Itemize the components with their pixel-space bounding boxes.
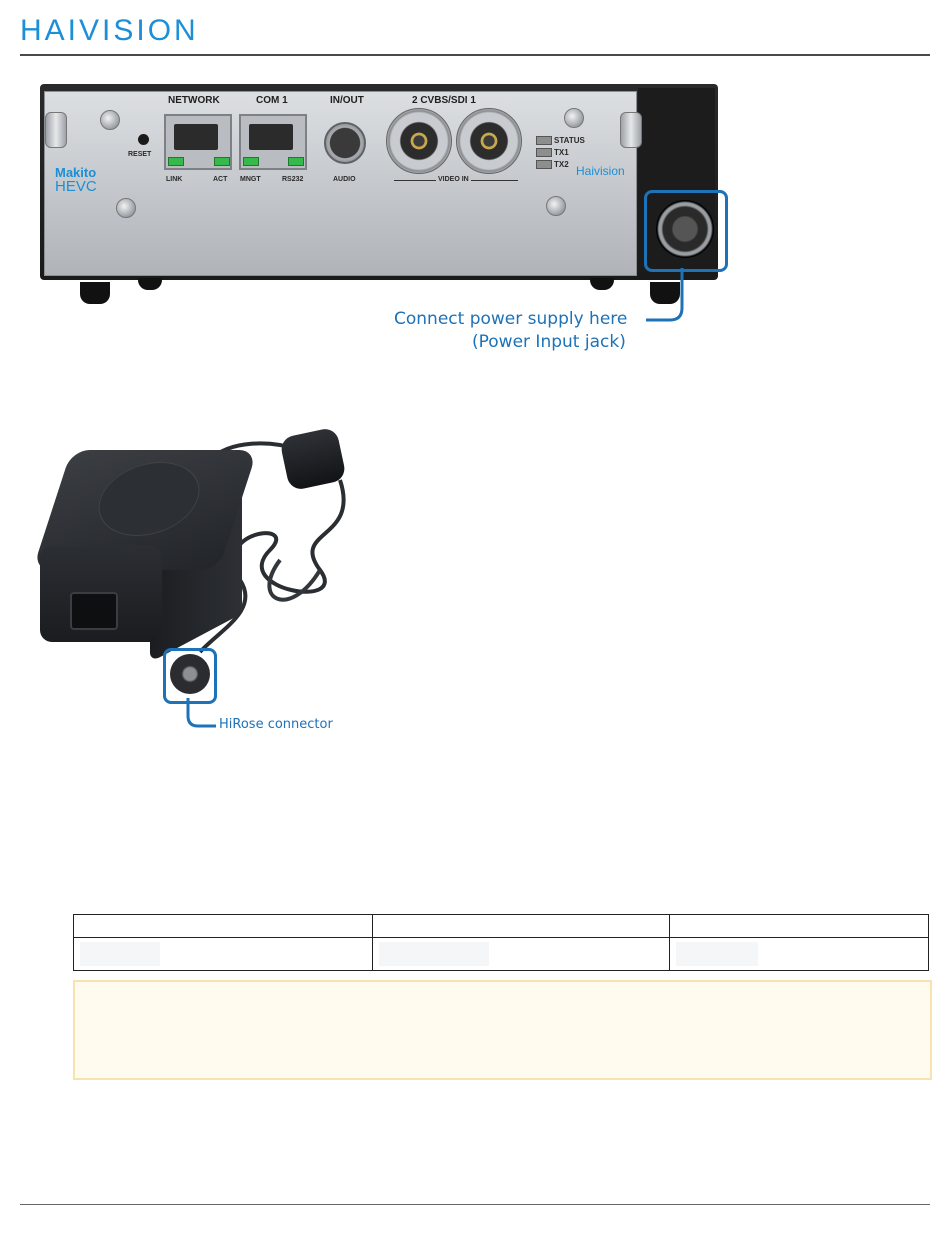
bnc-port-2-icon [386, 108, 452, 174]
device-foot [138, 278, 162, 290]
table-cell [670, 938, 929, 971]
com1-label: COM 1 [256, 95, 288, 106]
hirose-callout: HiRose connector [219, 717, 333, 732]
table-row [74, 938, 929, 971]
mngt-label: MNGT [240, 176, 261, 183]
screw-icon [546, 196, 566, 216]
screw-icon [116, 198, 136, 218]
audio-port-icon [324, 122, 366, 164]
network-label: NETWORK [168, 95, 220, 106]
table-header-cell [670, 915, 929, 938]
tx2-label: TX2 [554, 160, 569, 169]
link-label: LINK [166, 176, 183, 183]
act-led-icon [214, 157, 230, 166]
bnc-port-1-icon [456, 108, 522, 174]
power-callout-line1: Connect power supply here [394, 309, 628, 329]
audio-label: AUDIO [333, 176, 356, 183]
in-out-label: IN/OUT [330, 95, 364, 106]
mngt-led-icon [243, 157, 259, 166]
table-cell [74, 938, 373, 971]
table-header-row [74, 915, 929, 938]
spec-table [73, 914, 929, 971]
device-foot [590, 278, 614, 290]
makito-label: Makito [55, 165, 97, 180]
rs232-label: RS232 [282, 176, 304, 183]
thumbscrew-icon [45, 112, 67, 148]
table-header-cell [373, 915, 670, 938]
act-label: ACT [213, 176, 228, 183]
link-led-icon [168, 157, 184, 166]
power-callout-line2: (Power Input jack) [472, 332, 626, 352]
status-led-icon [536, 136, 552, 145]
hirose-leader-line [180, 698, 220, 732]
table-cell [373, 938, 670, 971]
header-divider [20, 54, 930, 56]
reset-label: RESET [128, 151, 152, 158]
note-box [73, 980, 932, 1080]
hirose-highlight [163, 648, 217, 704]
video-in-label: VIDEO IN [438, 176, 469, 183]
cvbs-sdi-label: 2 CVBS/SDI 1 [412, 95, 476, 106]
device-foot [80, 282, 110, 304]
haivision-panel-label: Haivision [576, 164, 625, 178]
table-header-cell [74, 915, 373, 938]
haivision-logo: HAIVISION [20, 14, 199, 47]
footer-divider [20, 1204, 930, 1205]
screw-icon [564, 108, 584, 128]
status-label: STATUS [554, 136, 585, 145]
thumbscrew-icon [620, 112, 642, 148]
power-jack-highlight [644, 190, 728, 272]
rs232-led-icon [288, 157, 304, 166]
screw-icon [100, 110, 120, 130]
iec-inlet-icon [70, 592, 118, 630]
tx2-led-icon [536, 160, 552, 169]
tx1-label: TX1 [554, 148, 569, 157]
hevc-label: HEVC [55, 178, 97, 195]
reset-button [138, 134, 149, 145]
callout-leader-line [640, 266, 690, 326]
device-faceplate [44, 91, 637, 276]
tx1-led-icon [536, 148, 552, 157]
